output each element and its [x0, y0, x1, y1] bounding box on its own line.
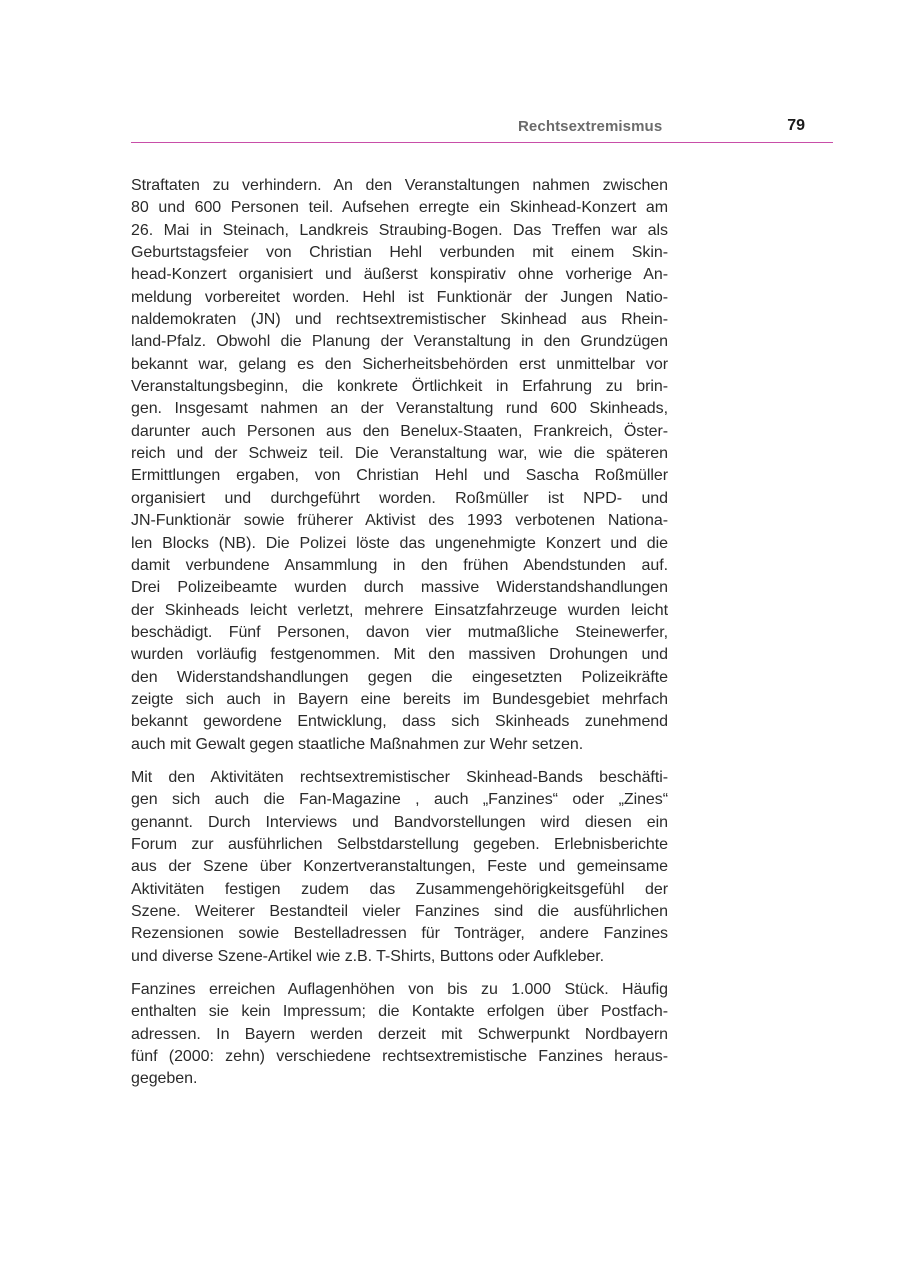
text-line: fünf (2000: zehn) verschiedene rechtsextremistische Fanzines heraus- [131, 1048, 668, 1066]
text-line: reich und der Schweiz teil. Die Veranstaltung war, wie die späteren [131, 445, 668, 463]
text-line: beschädigt. Fünf Personen, davon vier mutmaßliche Steinewerfer, [131, 623, 668, 641]
text-line: gen. Insgesamt nahmen an der Veranstaltung rund 600 Skinheads, [131, 400, 668, 418]
text-line: Straftaten zu verhindern. An den Veranstaltungen nahmen zwischen [131, 177, 668, 194]
text-line: Forum zur ausführlichen Selbstdarstellung gegeben. Erlebnisberichte [131, 835, 668, 853]
text-line: land-Pfalz. Obwohl die Planung der Veranstaltung in den Grundzügen [131, 333, 668, 351]
text-line: Mit den Aktivitäten rechtsextremistischer Skinhead-Bands beschäfti- [131, 768, 668, 786]
text-line: Veranstaltungsbeginn, die konkrete Örtlichkeit in Erfahrung zu brin- [131, 378, 668, 396]
text-line: darunter auch Personen aus den Benelux-Staaten, Frankreich, Öster- [131, 422, 668, 440]
text-line: meldung vorbereitet worden. Hehl ist Funktionär der Jungen Natio- [131, 288, 668, 306]
text-line: enthalten sie kein Impressum; die Kontakte erfolgen über Postfach- [131, 1003, 668, 1021]
paragraph-fanzines-intro [131, 767, 668, 968]
text-line: aus der Szene über Konzertveranstaltungen, Feste und gemeinsame [131, 858, 668, 876]
text-line: bekannt gewordene Entwicklung, dass sich Skinheads zunehmend [131, 713, 668, 731]
text-line: 80 und 600 Personen teil. Aufsehen erregte ein Skinhead-Konzert am [131, 199, 668, 217]
text-line: adressen. In Bayern werden derzeit mit Schwerpunkt Nordbayern [131, 1025, 668, 1043]
text-line: len Blocks (NB). Die Polizei löste das ungenehmigte Konzert und die [131, 534, 668, 552]
text-line: zeigte sich auch in Bayern eine bereits im Bundesgebiet mehrfach [131, 690, 668, 708]
text-line: head-Konzert organisiert und äußerst konspirativ ohne vorherige An- [131, 266, 668, 284]
text-line: 26. Mai in Steinach, Landkreis Straubing-Bogen. Das Treffen war als [131, 221, 668, 239]
text-line: bekannt war, gelang es den Sicherheitsbehörden erst unmittelbar vor [131, 355, 668, 373]
text-line: auch mit Gewalt gegen staatliche Maßnahmen zur Wehr setzen. [131, 735, 584, 753]
text-line: den Widerstandshandlungen gegen die eingesetzten Polizeikräfte [131, 668, 668, 686]
text-line: Aktivitäten festigen zudem das Zusammengehörigkeitsgefühl der [131, 880, 668, 898]
text-line: genannt. Durch Interviews und Bandvorstellungen wird diesen ein [131, 813, 668, 831]
text-line: Szene. Weiterer Bestandteil vieler Fanzines sind die ausführlichen [131, 903, 668, 920]
running-title: Rechtsextremismus [518, 118, 663, 135]
paragraph-skinhead-concert [131, 175, 668, 756]
text-line: gen sich auch die Fan-Magazine , auch „Fanzines“ oder „Zines“ [131, 791, 668, 809]
text-line: Ermittlungen ergaben, von Christian Hehl und Sascha Roßmüller [131, 467, 668, 485]
text-line: Drei Polizeibeamte wurden durch massive Widerstandshandlungen [131, 579, 668, 597]
text-line: JN-Funktionär sowie früherer Aktivist des 1993 verbotenen Nationa- [131, 512, 668, 530]
text-line: organisiert und durchgeführt worden. Roßmüller ist NPD- und [131, 489, 668, 507]
text-line: Geburtstagsfeier von Christian Hehl verbunden mit einem Skin- [131, 244, 668, 262]
text-line: damit verbundene Ansammlung in den frühen Abendstunden auf. [131, 556, 668, 574]
page-header [131, 116, 833, 143]
text-line: Fanzines erreichen Auflagenhöhen von bis zu 1.000 Stück. Häufig [131, 981, 668, 999]
text-line: Rezensionen sowie Bestelladressen für Tonträger, andere Fanzines [131, 925, 668, 943]
text-line: naldemokraten (JN) und rechtsextremistischer Skinhead aus Rhein- [131, 311, 668, 329]
body-text [131, 175, 668, 1102]
text-line: der Skinheads leicht verletzt, mehrere Einsatzfahrzeuge wurden leicht [131, 601, 668, 619]
paragraph-fanzines-circulation [131, 979, 668, 1091]
page-number: 79 [787, 117, 805, 134]
text-line: wurden vorläufig festgenommen. Mit den massiven Drohungen und [131, 646, 668, 664]
text-line: und diverse Szene-Artikel wie z.B. T-Shirts, Buttons oder Aufkleber. [131, 947, 604, 965]
text-line: gegeben. [131, 1070, 198, 1088]
